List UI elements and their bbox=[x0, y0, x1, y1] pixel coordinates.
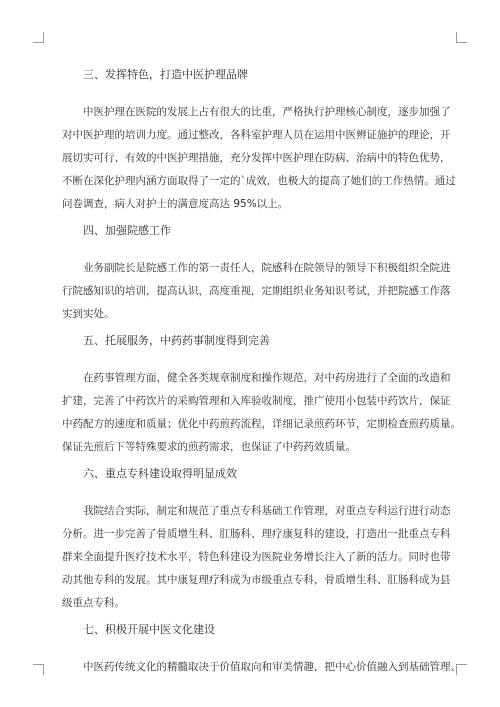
paragraph-line: 中医护理在医院的发展上占有很大的比重，严格执行护理核心制度，逐步加强了 bbox=[83, 106, 451, 118]
paragraph-line: 级重点专科。 bbox=[62, 597, 125, 609]
section-paragraph-3 bbox=[62, 101, 456, 216]
section-heading-5: 五、托展服务，中药药事制度得到完善 bbox=[83, 334, 270, 347]
crop-mark-bottom-left bbox=[33, 664, 44, 675]
crop-mark-top-left bbox=[33, 32, 44, 43]
paragraph-line: 展切实可行、有效的中医护理措施，充分发挥中医护理在防病、治病中的特色优势， bbox=[62, 152, 451, 164]
paragraph-line: 中医药传统文化的精髓取决于价值取向和审美情趣，把中心价值融入到基础管理、 bbox=[83, 661, 461, 673]
section-heading-7: 七、积极开展中医文化建设 bbox=[83, 623, 215, 636]
paragraph-line: 扩建，完善了中药饮片的采购管理和入库验收制度，推广使用小包装中药饮片，保证 bbox=[62, 395, 451, 407]
paragraph-line: 动其他专科的发展。其中康复理疗科成为市级重点专科，骨质增生科、肛肠科成为县 bbox=[62, 574, 451, 586]
paragraph-line: 问卷调查，病人对护士的满意度高达 95%以上。 bbox=[62, 198, 289, 210]
section-paragraph-7 bbox=[62, 656, 461, 679]
paragraph-line: 中药配方的速度和质量；优化中药煎药流程，详细记录煎药环节，定期检查煎药质量。 bbox=[62, 418, 461, 430]
paragraph-line: 保证先煎后下等特殊要求的煎药需求，也保证了中药药效质量。 bbox=[62, 441, 356, 453]
paragraph-line: 业务副院长是院感工作的第一责任人，院感科在院领导的领导下积极组织全院进 bbox=[83, 262, 451, 274]
paragraph-line: 对中医护理的培训力度。通过整改，各科室护理人员在运用中医辨证施护的理论，开 bbox=[62, 129, 451, 141]
section-heading-3: 三、发挥特色，打造中医护理品牌 bbox=[83, 68, 248, 81]
section-heading-6: 六、重点专科建设取得明显成效 bbox=[83, 467, 237, 480]
paragraph-line: 行院感知识的培训，提高认识，高度重视，定期组织业务知识考试，并把院感工作落 bbox=[62, 285, 451, 297]
section-paragraph-5 bbox=[62, 367, 461, 459]
section-heading-4: 四、加强院感工作 bbox=[83, 224, 171, 237]
document-page bbox=[62, 68, 461, 687]
paragraph-line: 群来全面提升医疗技术水平，特色科建设为医院业务增长注入了新的活力。同时也带 bbox=[62, 551, 451, 563]
section-paragraph-4 bbox=[62, 257, 451, 326]
section-paragraph-6 bbox=[62, 500, 451, 615]
crop-mark-top-right bbox=[456, 32, 467, 43]
paragraph-line: 在药事管理方面，健全各类规章制度和操作规范，对中药房进行了全面的改造和 bbox=[83, 372, 451, 384]
paragraph-line: 分析。进一步完善了骨质增生科、肛肠科、理疗康复科的建设，打造出一批重点专科 bbox=[62, 528, 451, 540]
paragraph-line: 实到实处。 bbox=[62, 308, 115, 320]
paragraph-line: 我院结合实际，制定和规范了重点专科基础工作管理，对重点专科运行进行动态 bbox=[83, 505, 451, 517]
paragraph-line: 不断在深化护理内涵方面取得了一定的`成效，也极大的提高了她们的工作热情。通过 bbox=[62, 175, 456, 187]
